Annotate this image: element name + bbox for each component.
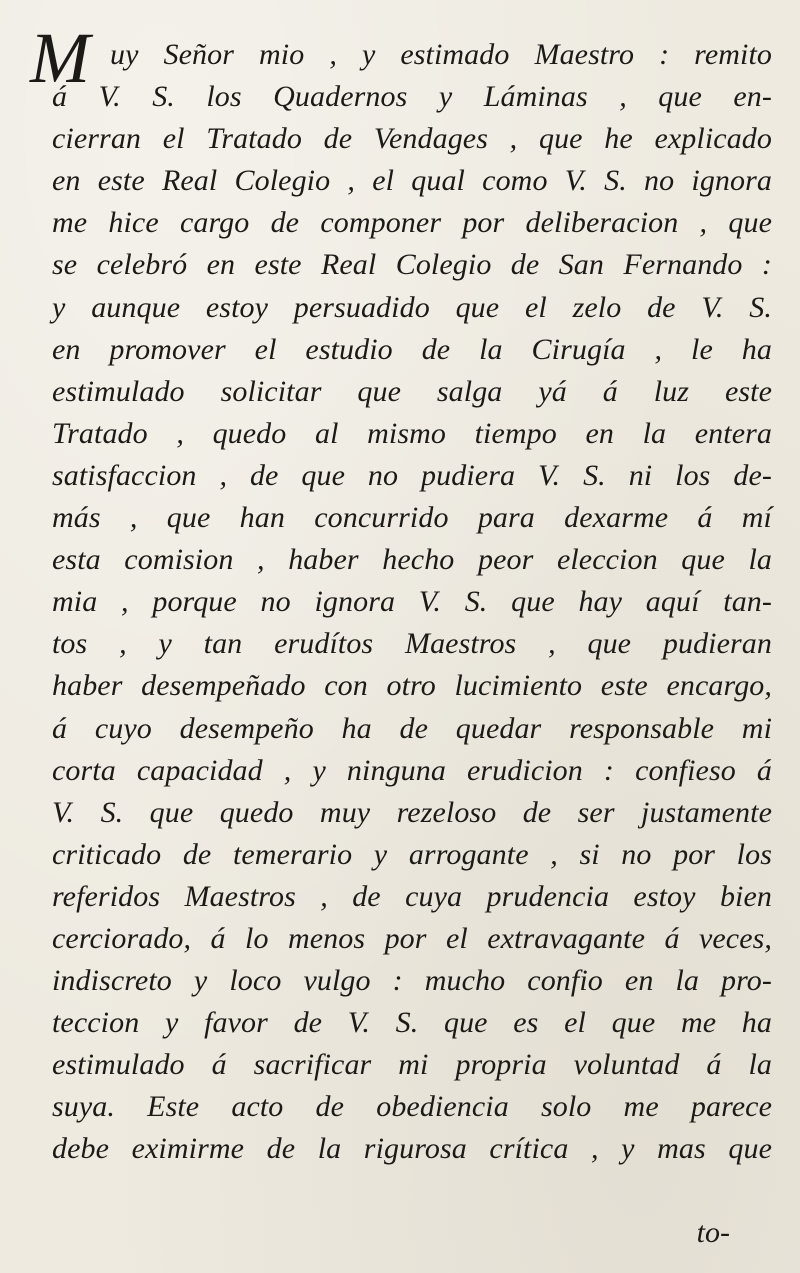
text-line-21: referidos Maestros , de cuya prudencia estoy bien [52, 879, 772, 913]
text-line-17: á cuyo desempeño ha de quedar responsable mi [52, 711, 772, 745]
text-line-12: más , que han concurrido para dexarme á mí [52, 501, 772, 535]
text-line-3: cierran el Tratado de Vendages , que he explicado [52, 122, 772, 156]
catchword: to- [696, 1216, 730, 1249]
text-line-9: estimulado solicitar que salga yá á luz este [52, 374, 772, 408]
text-line-5: me hice cargo de componer por deliberacion , que [52, 206, 772, 240]
first-line-text: uy Señor mio , y estimado Maestro : remito [110, 38, 772, 71]
text-line-15: tos , y tan erudítos Maestros , que pudieran [52, 627, 772, 661]
text-line-19: V. S. que quedo muy rezeloso de ser justamente [52, 795, 772, 829]
text-line-14: mia , porque no ignora V. S. que hay aquí tan- [52, 585, 772, 619]
text-line-13: esta comision , haber hecho peor eleccion que la [52, 543, 772, 577]
text-line-18: corta capacidad , y ninguna erudicion : confieso á [52, 753, 772, 787]
text-line-24: teccion y favor de V. S. que es el que me ha [52, 1006, 772, 1040]
text-line-25: estimulado á sacrificar mi propria voluntad á la [52, 1048, 772, 1082]
text-line-27: debe eximirme de la rigurosa crítica , y mas que [52, 1132, 772, 1166]
text-line-10: Tratado , quedo al mismo tiempo en la entera [52, 416, 772, 450]
text-line-8: en promover el estudio de la Cirugía , le ha [52, 332, 772, 366]
letter-text [30, 18, 772, 1171]
text-line-22: cerciorado, á lo menos por el extravagante á veces, [52, 921, 772, 955]
drop-cap: M [30, 18, 91, 98]
text-line-26: suya. Este acto de obediencia solo me parece [52, 1090, 772, 1124]
text-line-2: á V. S. los Quadernos y Láminas , que en- [52, 80, 772, 114]
text-line-6: se celebró en este Real Colegio de San Fernando : [52, 248, 772, 282]
text-line-20: criticado de temerario y arrogante , si no por los [52, 837, 772, 871]
text-line-23: indiscreto y loco vulgo : mucho confio en la pro- [52, 964, 772, 998]
text-line-11: satisfaccion , de que no pudiera V. S. ni los de- [52, 458, 772, 492]
text-line-7: y aunque estoy persuadido que el zelo de V. S. [52, 290, 772, 324]
text-line-16: haber desempeñado con otro lucimiento este encargo, [52, 669, 772, 703]
text-line-4: en este Real Colegio , el qual como V. S. no ignora [52, 164, 772, 198]
